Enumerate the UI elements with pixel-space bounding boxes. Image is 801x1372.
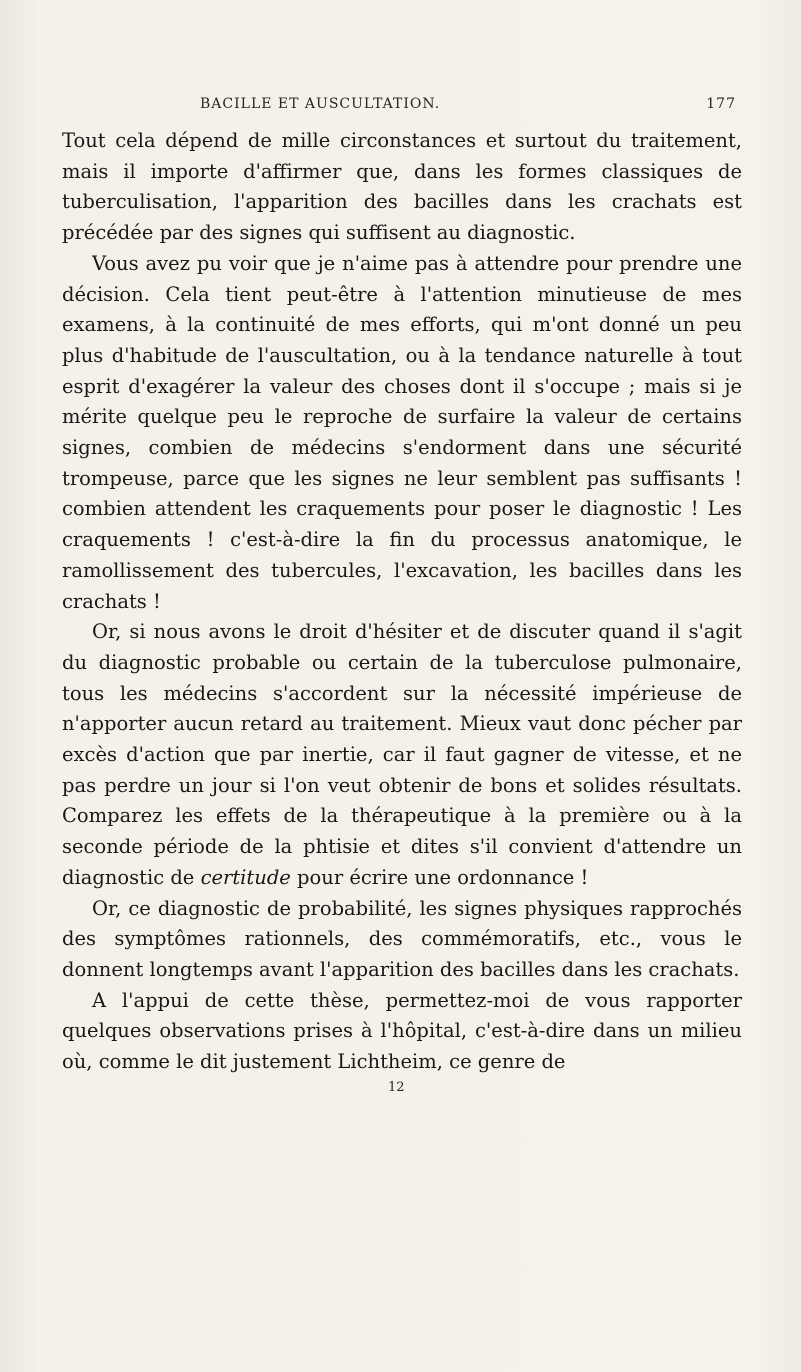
italic-word: certitude <box>200 865 291 889</box>
page-number: 177 <box>706 96 736 112</box>
paragraph-3-text-before: Or, si nous avons le droit d'hésiter et de discuter quand il s'agit du diagnostic probable ou certain de la tuberculose pulmonaire, tous les médecins s'accordent sur la nécessité impérieuse de n'apporter aucun retard au traitement. Mieux vaut donc pécher par excès d'action que par inertie, car il faut gagner de vitesse, et ne pas perdre un jour si l'on veut obtenir de bons et solides résultats. Comparez les effets de la thérapeutique à la première ou à la seconde période de la phtisie et dites s'il convient d'attendre un diagnostic de <box>62 620 742 889</box>
running-title: BACILLE ET AUSCULTATION. <box>200 96 441 112</box>
paragraph-2: Vous avez pu voir que je n'aime pas à attendre pour prendre une décision. Cela tient peut-être à l'attention minutieuse de mes examens, à la continuité de mes efforts, qui m'ont donné un peu plus d'habitude de l'auscultation, ou à la tendance naturelle à tout esprit d'exagérer la valeur des choses dont il s'occupe ; mais si je mérite quelque peu le reproche de surfaire la valeur de certains signes, combien de médecins s'endorment dans une sécurité trompeuse, parce que les signes ne leur semblent pas suffisants ! combien attendent les craquements pour poser le diagnostic ! Les craquements ! c'est-à-dire la fin du processus anatomique, le ramollissement des tubercules, l'excavation, les bacilles dans les crachats ! <box>62 251 742 613</box>
paragraph-1: Tout cela dépend de mille circonstances et surtout du traitement, mais il importe d'affirmer que, dans les formes classiques de tuberculisation, l'apparition des bacilles dans les crachats est précédée par des signes qui suffisent au diagnostic. <box>62 129 742 245</box>
signature-mark: 12 <box>388 1080 405 1095</box>
paragraph-4: Or, ce diagnostic de probabilité, les signes physiques rapprochés des symptômes rationnels, des commémoratifs, etc., vous le donnent longtemps avant l'apparition des bacilles dans les crachats. <box>62 896 742 981</box>
body-text <box>62 126 742 1078</box>
paragraph-3 <box>62 617 742 893</box>
running-head <box>200 96 736 118</box>
paragraph-5: A l'appui de cette thèse, permettez-moi de vous rapporter quelques observations prises à l'hôpital, c'est-à-dire dans un milieu où, comme le dit justement Lichtheim, ce genre de <box>62 988 742 1074</box>
paragraph-3-text-after: pour écrire une ordonnance ! <box>290 865 589 889</box>
